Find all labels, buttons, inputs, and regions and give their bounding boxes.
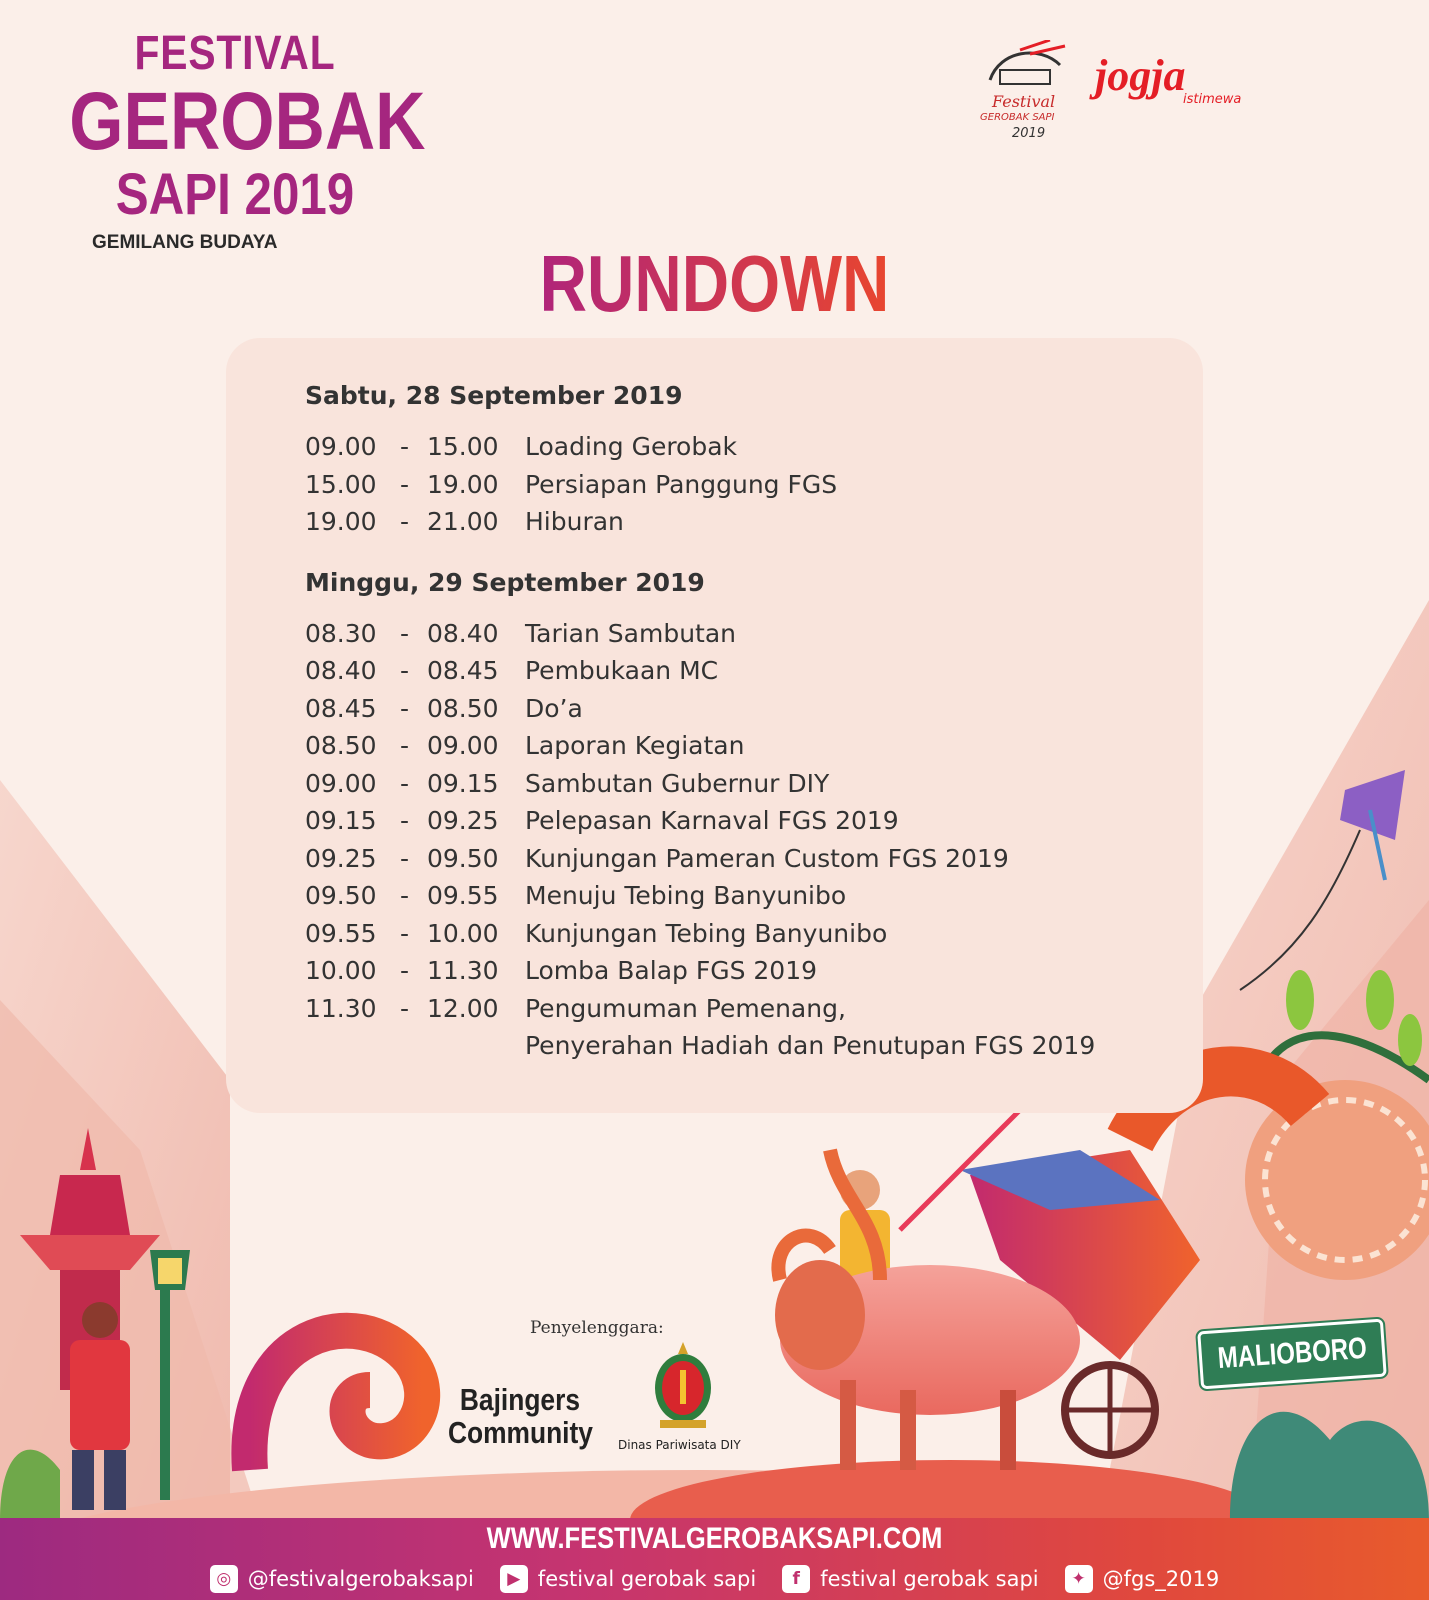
start-time: 19.00 xyxy=(305,507,377,536)
activity: Kunjungan Pameran Custom FGS 2019 xyxy=(525,843,1009,873)
end-time: 11.30 xyxy=(427,956,499,985)
schedule-row xyxy=(305,466,1185,504)
end-time: 09.00 xyxy=(427,731,499,760)
start-time: 08.40 xyxy=(305,656,377,685)
website-url[interactable]: WWW.FESTIVALGEROBAKSAPI.COM xyxy=(486,1522,943,1555)
end-time: 08.45 xyxy=(427,656,499,685)
activity: Persiapan Panggung FGS xyxy=(525,469,838,499)
separator: - xyxy=(400,731,410,760)
fgs-logo-festival: Festival xyxy=(992,92,1056,111)
activity: Lomba Balap FGS 2019 xyxy=(525,956,818,985)
separator: - xyxy=(400,432,410,461)
start-time: 09.00 xyxy=(305,768,377,798)
fgs-logo-gerobak: GEROBAK SAPI xyxy=(980,112,1055,123)
separator: - xyxy=(400,843,410,873)
activity: Pelepasan Karnaval FGS 2019 xyxy=(525,806,899,835)
youtube-icon: ▶ xyxy=(500,1565,528,1593)
jogja-logo: jogja xyxy=(1095,51,1186,100)
rundown-title: RUNDOWN xyxy=(539,239,890,328)
separator: - xyxy=(400,656,410,685)
jogja-istimewa: istimewa xyxy=(1183,92,1242,107)
title-line-sapi-2019: SAPI 2019 xyxy=(115,162,355,227)
festival-title-block xyxy=(40,28,430,254)
activity: Tarian Sambutan xyxy=(525,618,737,648)
twitter-icon: ✦ xyxy=(1065,1565,1093,1593)
separator: - xyxy=(400,993,410,1023)
start-time: 15.00 xyxy=(305,469,377,499)
twitter-handle: @fgs_2019 xyxy=(1102,1567,1220,1591)
activity: Pembukaan MC xyxy=(525,656,719,685)
end-time: 10.00 xyxy=(427,918,499,948)
separator: - xyxy=(400,693,410,723)
activity: Laporan Kegiatan xyxy=(525,731,745,760)
schedule-row xyxy=(305,990,1185,1028)
schedule-row xyxy=(305,765,1185,803)
end-time: 12.00 xyxy=(427,993,499,1023)
end-time: 09.15 xyxy=(427,768,499,798)
activity: Hiburan xyxy=(525,507,624,536)
tagline: GEMILANG BUDAYA xyxy=(92,232,278,253)
schedule-row xyxy=(305,503,1185,541)
instagram-handle: @festivalgerobaksapi xyxy=(247,1567,474,1591)
end-time: 15.00 xyxy=(427,432,499,461)
activity: Kunjungan Tebing Banyunibo xyxy=(525,918,888,948)
start-time: 08.30 xyxy=(305,618,377,648)
title-line-festival: FESTIVAL xyxy=(134,27,336,80)
social-links xyxy=(0,1565,1429,1593)
separator: - xyxy=(400,618,410,648)
start-time: 11.30 xyxy=(305,993,377,1023)
schedule-row xyxy=(305,840,1185,878)
dinas-emblem-icon xyxy=(650,1340,716,1432)
bajingers-line2: Community xyxy=(448,1415,593,1450)
social-instagram[interactable] xyxy=(210,1565,474,1593)
end-time xyxy=(427,1027,525,1065)
start-time: 10.00 xyxy=(305,956,377,985)
start-time: 09.25 xyxy=(305,843,377,873)
schedule-row xyxy=(305,877,1185,915)
separator: - xyxy=(400,806,410,835)
schedule-row xyxy=(305,915,1185,953)
separator: - xyxy=(400,881,410,910)
day-heading-sunday: Minggu, 29 September 2019 xyxy=(305,567,705,597)
separator: - xyxy=(400,918,410,948)
separator: - xyxy=(400,956,410,985)
schedule xyxy=(305,378,1185,1065)
start-time: 08.45 xyxy=(305,693,377,723)
end-time: 09.55 xyxy=(427,881,499,910)
end-time: 21.00 xyxy=(427,507,499,536)
schedule-row xyxy=(305,690,1185,728)
end-time: 09.25 xyxy=(427,806,499,835)
activity: Sambutan Gubernur DIY xyxy=(525,768,830,798)
end-time: 09.50 xyxy=(427,843,499,873)
separator: - xyxy=(400,507,410,536)
activity: Penyerahan Hadiah dan Penutupan FGS 2019 xyxy=(525,1031,1096,1060)
schedule-row xyxy=(305,1027,1185,1065)
bajingers-logo xyxy=(448,1383,593,1449)
facebook-icon: f xyxy=(782,1565,810,1593)
rundown-heading xyxy=(129,238,1301,330)
separator: - xyxy=(400,469,410,499)
schedule-row xyxy=(305,802,1185,840)
organizer-label: Penyelenggara: xyxy=(530,1318,664,1338)
start-time: 09.15 xyxy=(305,806,377,835)
activity: Menuju Tebing Banyunibo xyxy=(525,881,847,910)
fgs-logo-year: 2019 xyxy=(1012,126,1046,141)
day-heading-saturday: Sabtu, 28 September 2019 xyxy=(305,381,683,410)
social-twitter[interactable] xyxy=(1065,1565,1220,1593)
end-time: 08.50 xyxy=(427,693,499,723)
schedule-row xyxy=(305,727,1185,765)
start-time: 08.50 xyxy=(305,731,377,760)
bajingers-line1: Bajingers xyxy=(459,1382,580,1417)
dinas-pariwisata-label: Dinas Pariwisata DIY xyxy=(618,1438,741,1452)
separator xyxy=(400,1027,427,1065)
schedule-row xyxy=(305,652,1185,690)
schedule-row xyxy=(305,615,1185,653)
end-time: 19.00 xyxy=(427,469,499,499)
schedule-row xyxy=(305,428,1185,466)
fgs-logo-mark xyxy=(980,40,1080,100)
start-time xyxy=(305,1027,400,1065)
title-line-gerobak: GEROBAK xyxy=(69,76,426,167)
end-time: 08.40 xyxy=(427,618,499,648)
instagram-icon: ◎ xyxy=(210,1565,238,1593)
activity: Do’a xyxy=(525,693,583,723)
sunday-list xyxy=(305,615,1185,1065)
facebook-page: festival gerobak sapi xyxy=(820,1567,1039,1591)
social-youtube[interactable] xyxy=(500,1565,756,1593)
start-time: 09.00 xyxy=(305,432,377,461)
youtube-channel: festival gerobak sapi xyxy=(537,1567,757,1591)
malioboro-sign-text: MALIOBORO xyxy=(1216,1331,1368,1376)
start-time: 09.55 xyxy=(305,918,377,948)
saturday-list xyxy=(305,428,1185,541)
fgs-logo xyxy=(980,40,1080,150)
social-facebook[interactable] xyxy=(782,1565,1038,1593)
start-time: 09.50 xyxy=(305,881,377,910)
activity: Loading Gerobak xyxy=(525,432,738,461)
schedule-row xyxy=(305,952,1185,990)
activity: Pengumuman Pemenang, xyxy=(525,993,846,1023)
separator: - xyxy=(400,768,410,798)
